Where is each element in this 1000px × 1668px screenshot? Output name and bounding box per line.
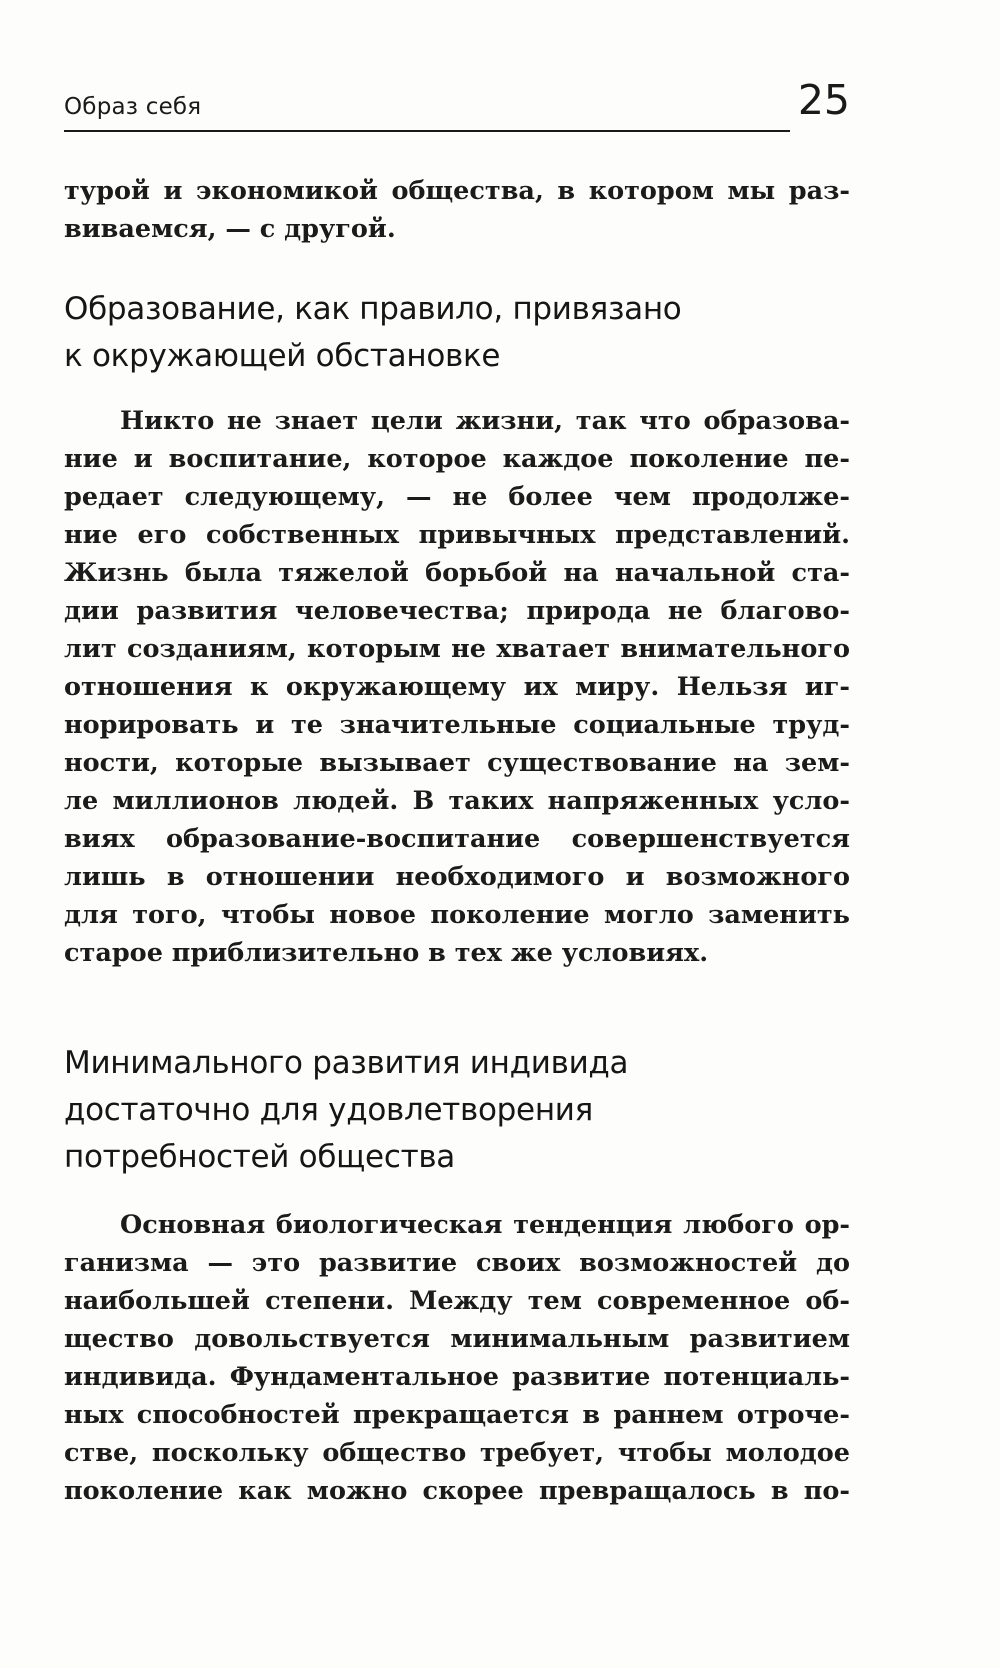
text-line: норировать и те значительные социальные труд- xyxy=(64,710,850,740)
text-line: ле миллионов людей. В таких напряженных усло- xyxy=(64,786,850,816)
text-line: виях образование-воспитание совершенствуется xyxy=(64,824,850,854)
text-line: отношения к окружающему их миру. Нельзя иг- xyxy=(64,672,850,702)
text-line: Никто не знает цели жизни, так что образова- xyxy=(120,406,850,436)
text-line: виваемся, — с другой. xyxy=(64,214,396,244)
text-line: старое приблизительно в тех же условиях. xyxy=(64,938,709,968)
running-head xyxy=(64,76,850,134)
text-line: редает следующему, — не более чем продолже- xyxy=(64,482,850,512)
heading-line: Минимального развития индивида xyxy=(64,1045,629,1081)
text-line: лишь в отношении необходимого и возможного xyxy=(64,862,850,892)
text-line: ных способностей прекращается в раннем отроче- xyxy=(64,1400,850,1430)
text-line: Жизнь была тяжелой борьбой на начальной ста- xyxy=(64,558,850,588)
text-line: дии развития человечества; природа не благово- xyxy=(64,596,850,626)
running-head-title: Образ себя xyxy=(64,94,202,120)
text-line: ние и воспитание, которое каждое поколение пе- xyxy=(64,444,850,474)
heading-line: потребностей общества xyxy=(64,1139,455,1175)
paragraph-minimal-development xyxy=(64,1206,850,1510)
text-line: ности, которые вызывает существование на зем- xyxy=(64,748,850,778)
continued-paragraph xyxy=(64,172,850,248)
text-line: индивида. Фундаментальное развитие потенциаль- xyxy=(64,1362,850,1392)
header-rule xyxy=(64,130,790,132)
text-line: ганизма — это развитие своих возможностей до xyxy=(64,1248,850,1278)
text-line: Основная биологическая тенденция любого ор- xyxy=(120,1210,850,1240)
heading-line: к окружающей обстановке xyxy=(64,338,501,374)
text-line: лит созданиям, которым не хватает внимательного xyxy=(64,634,850,664)
text-line: ние его собственных привычных представлений. xyxy=(64,520,850,550)
page-number: 25 xyxy=(797,76,850,124)
heading-line: достаточно для удовлетворения xyxy=(64,1092,593,1128)
text-line: наибольшей степени. Между тем современное об- xyxy=(64,1286,850,1316)
text-line: щество довольствуется минимальным развитием xyxy=(64,1324,850,1354)
text-line: турой и экономикой общества, в котором мы раз- xyxy=(64,176,850,206)
section-heading-education xyxy=(64,286,854,380)
text-line: поколение как можно скорее превращалось в по- xyxy=(64,1476,850,1506)
section-heading-minimal-development xyxy=(64,1040,854,1181)
paragraph-education xyxy=(64,402,850,972)
text-line: стве, поскольку общество требует, чтобы молодое xyxy=(64,1438,850,1468)
heading-line: Образование, как правило, привязано xyxy=(64,291,682,327)
text-line: для того, чтобы новое поколение могло заменить xyxy=(64,900,850,930)
